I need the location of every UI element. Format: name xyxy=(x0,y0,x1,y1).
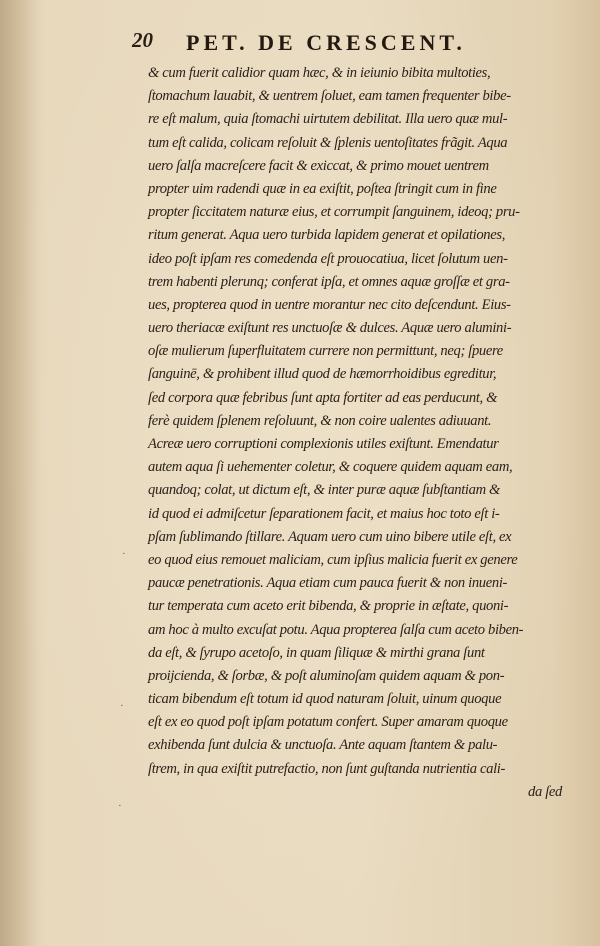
text-line: tum eſt calida, colicam reſoluit & ſplenis uentoſitates frãgit. Aqua xyxy=(148,134,508,151)
text-line: uero ſalſa macreſcere facit & exiccat, & primo mouet uentrem xyxy=(148,157,489,174)
text-line: ſtomachum lauabit, & uentrem ſoluet, eam tamen frequenter bibe- xyxy=(148,88,511,105)
margin-mark: · xyxy=(122,548,126,560)
text-line: pſam ſublimando ſtillare. Aquam uero cum uino bibere utile eſt, ex xyxy=(148,528,512,545)
text-line: ues, propterea quod in uentre morantur nec cito deſcendunt. Eius- xyxy=(148,296,511,313)
text-line: Acreæ uero corruptioni complexionis utiles exiſtunt. Emendatur xyxy=(148,436,499,452)
text-line: oſæ mulierum ſuperfluitatem currere non permittunt, neq; ſpuere xyxy=(148,343,503,360)
text-line: ideo poſt ipſam res comedenda eſt prouocatiua, licet ſolutum uen- xyxy=(148,250,508,267)
text-line: tur temperata cum aceto erit bibenda, & proprie in æſtate, quoni- xyxy=(148,598,509,615)
text-line: ferè quidem ſplenem reſoluunt, & non coire ualentes adiuuant. xyxy=(148,412,492,429)
text-line: id quod ei admiſcetur ſeparationem facit, et maius hoc toto eſt i- xyxy=(148,505,500,522)
text-line: uero theriacæ exiſtunt res unctuoſæ & dulces. Aquæ uero alumini- xyxy=(148,320,512,337)
text-line: propter ſiccitatem naturæ eius, et corrumpit ſanguinem, ideoq; pru- xyxy=(148,204,520,221)
body-text xyxy=(148,62,578,804)
margin-mark: · xyxy=(120,700,124,712)
text-line: proijcienda, & ſorbæ, & poſt aluminoſam quidem aquam & pon- xyxy=(148,667,505,684)
text-line: ſtrem, in qua exiſtit putrefactio, non ſunt guſtanda nutrientia cali- xyxy=(148,760,506,777)
text-line: propter uim radendi quæ in ea exiſtit, poſtea ſtringit cum in fine xyxy=(148,180,497,197)
text-line: ritum generat. Aqua uero turbida lapidem generat et opilationes, xyxy=(148,227,506,244)
text-line: am hoc à multo excuſat potu. Aqua propterea ſalſa cum aceto biben- xyxy=(148,621,524,638)
text-line: exhibenda ſunt dulcia & unctuoſa. Ante aquam ſtantem & palu- xyxy=(148,737,498,754)
text-line: paucæ penetrationis. Aqua etiam cum pauca fuerit & non inueni- xyxy=(148,575,508,592)
catchword: da ſed xyxy=(528,783,562,800)
text-line: ticam bibendum eſt totum id quod naturam ſoluit, uinum quoque xyxy=(148,691,502,708)
text-line: autem aqua ſi uehementer coletur, & coquere quidem aquam eam, xyxy=(148,459,513,476)
text-line: re eſt malum, quia ſtomachi uirtutem debilitat. Illa uero quæ mul- xyxy=(148,111,508,128)
text-line: da eſt, & ſyrupo acetoſo, in quam ſiliquæ & mirthi grana ſunt xyxy=(148,644,485,661)
margin-mark: · xyxy=(118,800,122,812)
text-line: trem habenti plerunq; conferat ipſa, et omnes aquæ groſſæ et gra- xyxy=(148,273,510,290)
gutter-shadow xyxy=(0,0,38,946)
text-line: & cum fuerit calidior quam hæc, & in ieiunio bibita multoties, xyxy=(148,65,491,81)
running-head: PET. DE CRESCENT. xyxy=(186,30,466,55)
text-line: ſed corpora quæ febribus ſunt apta fortiter ad eas perducunt, & xyxy=(148,389,498,406)
page-number: 20 xyxy=(132,28,153,52)
text-line: quandoq; colat, ut dictum eſt, & inter puræ aquæ ſubſtantiam & xyxy=(148,482,501,499)
text-line: eo quod eius remouet maliciam, cum ipſius malicia fuerit ex genere xyxy=(148,551,518,568)
text-line: ſanguinē, & prohibent illud quod de hæmorrhoidibus egreditur, xyxy=(148,366,497,383)
text-line: eſt ex eo quod poſt ipſam potatum confert. Super amaram quoque xyxy=(148,714,508,731)
